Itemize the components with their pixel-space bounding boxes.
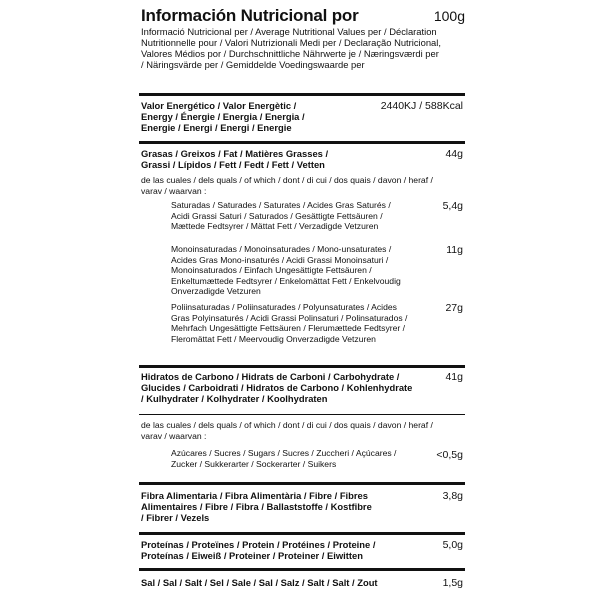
divider — [139, 93, 465, 96]
divider — [139, 482, 465, 485]
nutrition-title: Información Nutricional por — [141, 6, 359, 25]
polyunsaturated-fat-label: Poliinsaturadas / Poliinsaturades / Polyunsaturates / Acides Gras Polyinsaturés / Acidi Grassi Polinsaturi / Polinsaturados / Mehrfach Ungesättigte Fettsäuren / Flerumættede Fedtsyrer / Fleromättat Fett / Meervoudig Onverzadigde Vetzuren — [171, 302, 408, 344]
protein-value: 5,0g — [442, 539, 463, 551]
carbohydrate-label: Hidratos de Carbono / Hidrats de Carboni / Carbohydrate / Glucides / Carboidrati / Hidratos de Carbono / Kohlenhydrate / Kulhydrater / Kolhydrater / Koolhydraten — [141, 371, 413, 404]
monounsaturated-fat-label: Monoinsaturadas / Monoinsaturades / Mono-unsaturates / Acides Gras Mono-insaturés / Acidi Grassi Monoinsaturi / Monoinsaturados / Einfach Ungesättigte Fettsäuren / Enkeltumættede Fedtsyrer / Enkelomättat Fett / Enkelvoudig Onverzadigde Vetzuren — [171, 244, 401, 296]
divider — [139, 365, 465, 368]
protein-label: Proteínas / Proteïnes / Protein / Protéines / Proteine / Proteínas / Eiweiß / Proteiner / Proteiner / Eiwitten — [141, 539, 376, 561]
divider — [139, 568, 465, 571]
fibre-value: 3,8g — [442, 490, 463, 502]
salt-label: Sal / Sal / Salt / Sel / Sale / Sal / Salz / Salt / Salt / Zout — [141, 577, 378, 588]
reference-amount: 100g — [433, 8, 465, 24]
sugars-label: Azúcares / Sucres / Sugars / Sucres / Zuccheri / Açúcares / Zucker / Sukkerarter / Sockerarter / Suikers — [171, 448, 397, 469]
fat-value: 44g — [445, 148, 463, 160]
saturated-fat-value: 5,4g — [442, 200, 463, 212]
energy-label: Valor Energético / Valor Energètic / Energy / Énergie / Energia / Energia / Energie / Energi / Energi / Energie — [141, 100, 305, 133]
divider — [139, 414, 465, 415]
divider — [139, 532, 465, 535]
sugars-value: <0,5g — [436, 449, 463, 461]
fat-of-which-label: de las cuales / dels quals / of which / dont / di cui / dos quais / davon / heraf / varav / waarvan : — [141, 175, 433, 196]
carbohydrate-value: 41g — [445, 371, 463, 383]
monounsaturated-fat-value: 11g — [446, 244, 463, 256]
polyunsaturated-fat-value: 27g — [445, 302, 463, 314]
salt-value: 1,5g — [442, 577, 463, 589]
carbs-of-which-label: de las cuales / dels quals / of which / dont / di cui / dos quais / davon / heraf / varav / waarvan : — [141, 420, 433, 441]
saturated-fat-label: Saturadas / Saturades / Saturates / Acides Gras Saturés / Acidi Grassi Saturi / Saturados / Gesättigte Fettsäuren / Mættede Fedtsyrer / Mättat Fett / Verzadigde Vetzuren — [171, 200, 391, 231]
energy-value: 2440KJ / 588Kcal — [380, 100, 463, 112]
nutrition-subtitle: Informació Nutricional per / Average Nutritional Values per / Déclaration Nutritionnelle pour / Valori Nutrizionali Medi per / Declaração Nutricional, Valores Médios por / Durchschnittliche Nährwerte je / Næringsværdi per / Näringsvärde per / Gemiddelde Voedingswaarde per — [141, 26, 441, 70]
nutrition-facts-panel — [139, 6, 465, 594]
fibre-label: Fibra Alimentaria / Fibra Alimentària / Fibre / Fibres Alimentaires / Fibre / Fibra / Ballaststoffe / Kostfibre / Fibrer / Vezels — [141, 490, 372, 523]
divider — [139, 141, 465, 144]
fat-label: Grasas / Greixos / Fat / Matières Grasses / Grassi / Lípidos / Fett / Fedt / Fett / Vetten — [141, 148, 329, 170]
